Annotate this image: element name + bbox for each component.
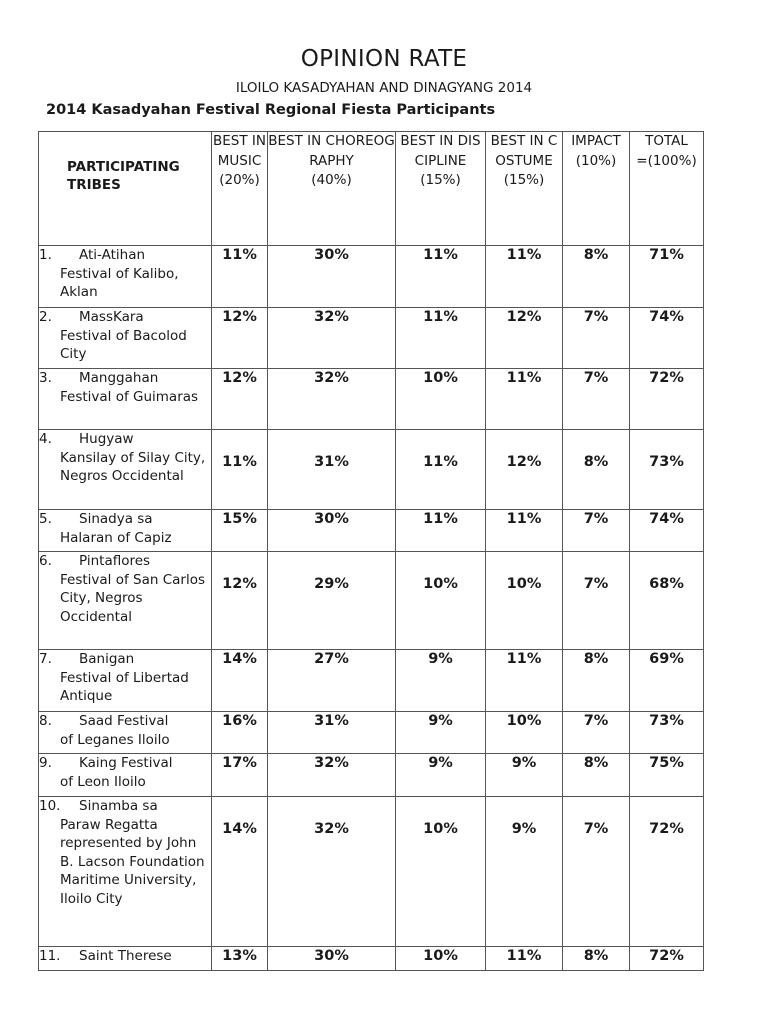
row-number: 2. (39, 309, 52, 325)
participating-tribes-header: PARTICIPATING TRIBES (39, 132, 212, 246)
criterion-weight: =(100%) (636, 152, 697, 169)
choreography-score: 27% (268, 650, 396, 712)
tribe-name: Manggahan (79, 370, 159, 386)
page-subtitle: ILOILO KASADYAHAN AND DINAGYANG 2014 (235, 80, 533, 96)
discipline-score: 11% (396, 430, 486, 510)
tribe-name-continued: Festival of Kalibo, Aklan (60, 265, 179, 300)
criterion-weight: (10%) (575, 152, 617, 169)
tribe-cell (39, 712, 212, 754)
table-heading: 2014 Kasadyahan Festival Regional Fiesta Participants (46, 102, 496, 118)
tribe-cell (39, 552, 212, 650)
music-score: 12% (212, 369, 268, 430)
costume-score: 11% (486, 650, 563, 712)
criterion-header-costume (486, 132, 563, 246)
tribe-name-continued: Halaran of Capiz (60, 529, 172, 546)
tribe-name: Banigan (79, 651, 135, 667)
row-number: 4. (39, 431, 52, 447)
total-score: 74% (630, 308, 704, 369)
tribe-name-continued: Festival of Guimaras (60, 388, 199, 405)
costume-score: 9% (486, 754, 563, 797)
criterion-weight: (20%) (219, 172, 260, 188)
criterion-weight: (15%) (420, 172, 461, 188)
table-row (39, 308, 704, 369)
impact-score: 8% (563, 430, 630, 510)
row-number: 11. (39, 948, 61, 964)
criterion-weight: (40%) (311, 172, 352, 188)
discipline-score: 11% (396, 308, 486, 369)
criterion-name: BEST IN MUSIC (213, 133, 266, 169)
table-row (39, 754, 704, 797)
choreography-score: 29% (268, 552, 396, 650)
total-score: 72% (630, 369, 704, 430)
discipline-score: 10% (396, 947, 486, 971)
tribe-cell (39, 797, 212, 947)
table-row (39, 947, 704, 971)
total-score: 71% (630, 246, 704, 308)
total-score: 75% (630, 754, 704, 797)
costume-score: 12% (486, 430, 563, 510)
total-score: 73% (630, 430, 704, 510)
discipline-score: 10% (396, 369, 486, 430)
tribe-cell (39, 650, 212, 712)
criterion-name: IMPACT (571, 133, 621, 149)
tribe-cell (39, 369, 212, 430)
impact-score: 8% (563, 650, 630, 712)
costume-score: 11% (486, 510, 563, 552)
costume-score: 11% (486, 369, 563, 430)
choreography-score: 32% (268, 797, 396, 947)
impact-score: 7% (563, 308, 630, 369)
costume-score: 10% (486, 712, 563, 754)
choreography-score: 30% (268, 510, 396, 552)
choreography-score: 30% (268, 947, 396, 971)
tribe-name: Hugyaw (79, 431, 134, 447)
opinion-rate-table (38, 131, 704, 971)
music-score: 16% (212, 712, 268, 754)
total-score: 68% (630, 552, 704, 650)
total-score: 72% (630, 947, 704, 971)
tribe-name: Sinamba sa (79, 798, 158, 814)
criterion-header-discipline (396, 132, 486, 246)
row-number: 10. (39, 798, 61, 814)
criterion-header-choreography (268, 132, 396, 246)
music-score: 12% (212, 552, 268, 650)
table-row (39, 369, 704, 430)
impact-score: 7% (563, 510, 630, 552)
total-score: 72% (630, 797, 704, 947)
discipline-score: 9% (396, 650, 486, 712)
choreography-score: 32% (268, 369, 396, 430)
discipline-score: 9% (396, 712, 486, 754)
row-number: 3. (39, 370, 52, 386)
choreography-score: 31% (268, 430, 396, 510)
tribe-name-continued: of Leon Iloilo (60, 773, 146, 790)
total-score: 73% (630, 712, 704, 754)
music-score: 14% (212, 650, 268, 712)
choreography-score: 32% (268, 308, 396, 369)
tribe-name: Sinadya sa (79, 511, 153, 527)
music-score: 17% (212, 754, 268, 797)
music-score: 15% (212, 510, 268, 552)
tribe-cell (39, 430, 212, 510)
criterion-header-music (212, 132, 268, 246)
costume-score: 11% (486, 947, 563, 971)
table-row (39, 552, 704, 650)
discipline-score: 11% (396, 246, 486, 308)
tribe-name: Ati-Atihan (79, 247, 146, 263)
impact-score: 7% (563, 552, 630, 650)
tribe-name-continued: of Leganes Iloilo (60, 731, 170, 748)
row-number: 5. (39, 511, 52, 527)
tribe-cell (39, 510, 212, 552)
music-score: 11% (212, 430, 268, 510)
tribe-name-continued: Kansilay of Silay City, Negros Occidental (60, 449, 206, 484)
tribe-name: Pintaflores (79, 553, 151, 569)
tribe-name-continued: Paraw Regatta represented by John B. Lacson Foundation Maritime University, Iloilo City (60, 816, 205, 907)
music-score: 13% (212, 947, 268, 971)
tribe-name: Saad Festival (79, 713, 169, 729)
row-number: 9. (39, 755, 52, 771)
discipline-score: 10% (396, 552, 486, 650)
row-number: 1. (39, 247, 52, 263)
choreography-score: 31% (268, 712, 396, 754)
tribe-cell (39, 246, 212, 308)
costume-score: 12% (486, 308, 563, 369)
criterion-weight: (15%) (503, 172, 545, 188)
tribe-name: Saint Therese (79, 948, 172, 964)
table-header-row (39, 132, 704, 246)
criterion-name: TOTAL (645, 133, 688, 149)
table-row (39, 510, 704, 552)
impact-score: 7% (563, 797, 630, 947)
choreography-score: 30% (268, 246, 396, 308)
music-score: 11% (212, 246, 268, 308)
row-number: 7. (39, 651, 52, 667)
table-row (39, 650, 704, 712)
costume-score: 11% (486, 246, 563, 308)
criterion-name: BEST IN CHOREOGRAPHY (268, 133, 395, 169)
tribe-name-continued: Festival of San Carlos City, Negros Occidental (60, 571, 205, 625)
costume-score: 10% (486, 552, 563, 650)
discipline-score: 9% (396, 754, 486, 797)
row-number: 6. (39, 553, 52, 569)
music-score: 14% (212, 797, 268, 947)
criterion-header-impact (563, 132, 630, 246)
criterion-name: BEST IN COSTUME (490, 133, 558, 169)
music-score: 12% (212, 308, 268, 369)
row-number: 8. (39, 713, 52, 729)
table-row (39, 246, 704, 308)
page-title: OPINION RATE (300, 46, 468, 72)
criterion-header-total (630, 132, 704, 246)
impact-score: 7% (563, 369, 630, 430)
tribe-cell (39, 754, 212, 797)
criterion-name: BEST IN DISCIPLINE (400, 133, 481, 169)
table-row (39, 797, 704, 947)
tribe-name-continued: Festival of Bacolod City (60, 327, 187, 362)
tribe-name-continued: Festival of Libertad Antique (60, 669, 189, 704)
table-row (39, 430, 704, 510)
impact-score: 7% (563, 712, 630, 754)
impact-score: 8% (563, 246, 630, 308)
tribe-name: Kaing Festival (79, 755, 173, 771)
tribe-cell (39, 308, 212, 369)
tribe-name: MassKara (79, 309, 144, 325)
total-score: 74% (630, 510, 704, 552)
discipline-score: 10% (396, 797, 486, 947)
choreography-score: 32% (268, 754, 396, 797)
discipline-score: 11% (396, 510, 486, 552)
table-row (39, 712, 704, 754)
tribe-cell (39, 947, 212, 971)
costume-score: 9% (486, 797, 563, 947)
impact-score: 8% (563, 947, 630, 971)
total-score: 69% (630, 650, 704, 712)
impact-score: 8% (563, 754, 630, 797)
